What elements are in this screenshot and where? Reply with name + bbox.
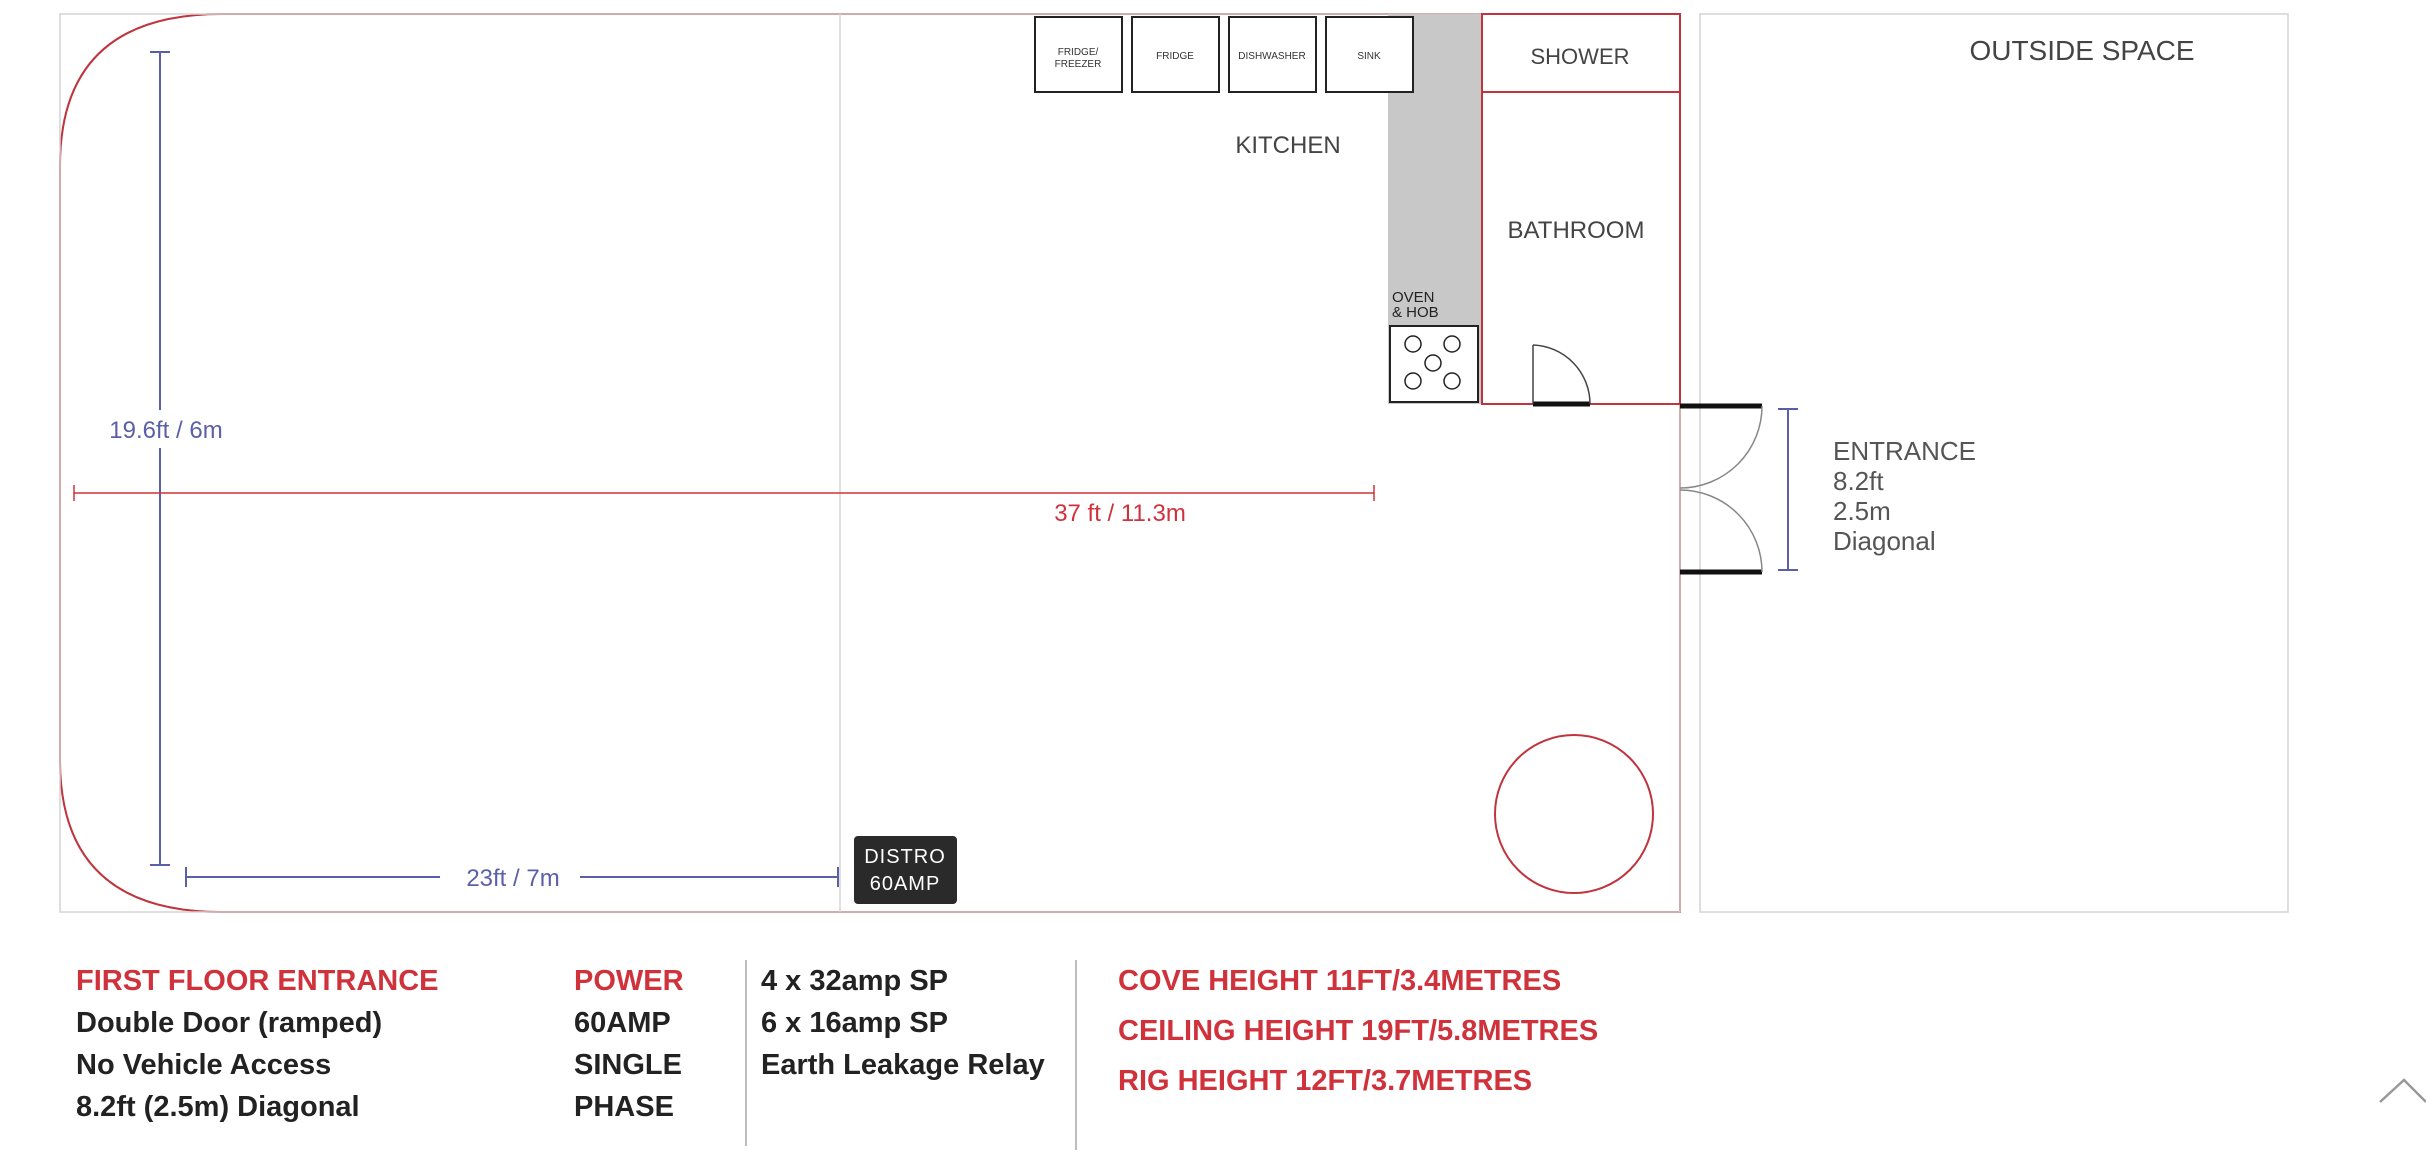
kitchen-label: KITCHEN bbox=[1235, 132, 1341, 159]
first-floor-line: Double Door (ramped) bbox=[76, 1007, 383, 1039]
round-table bbox=[1495, 735, 1653, 893]
rig-height: RIG HEIGHT 12FT/3.7METRES bbox=[1118, 1065, 1533, 1097]
bathroom-block bbox=[1482, 14, 1680, 404]
appliance-label-3: SINK bbox=[1357, 51, 1381, 62]
oven-label-2: & HOB bbox=[1392, 304, 1439, 321]
sockets-info bbox=[761, 960, 1045, 1086]
height-dimension-label: 19.6ft / 6m bbox=[109, 417, 223, 444]
length-dimension-line bbox=[74, 485, 1374, 501]
power-line: PHASE bbox=[574, 1091, 674, 1123]
first-floor-heading: FIRST FLOOR ENTRANCE bbox=[76, 965, 439, 997]
power-info bbox=[574, 960, 684, 1128]
width-dimension-label: 23ft / 7m bbox=[466, 865, 560, 892]
oven-label-1: OVEN bbox=[1392, 289, 1435, 306]
bathroom-label: BATHROOM bbox=[1507, 217, 1645, 244]
shower-label: SHOWER bbox=[1530, 44, 1630, 69]
appliance-label-2: DISHWASHER bbox=[1238, 51, 1306, 62]
appliance-label-1: FRIDGE bbox=[1156, 51, 1194, 62]
scroll-up-chevron-icon[interactable] bbox=[2378, 1070, 2426, 1110]
socket-line: 4 x 32amp SP bbox=[761, 965, 948, 997]
power-line: SINGLE bbox=[574, 1049, 682, 1081]
outside-space-label: OUTSIDE SPACE bbox=[1969, 35, 2195, 66]
appliance-label-0b: FREEZER bbox=[1054, 59, 1102, 70]
entrance-label-2: 2.5m bbox=[1833, 496, 1891, 526]
entrance-label-3: Diagonal bbox=[1833, 526, 1936, 556]
entrance-label-0: ENTRANCE bbox=[1833, 436, 1977, 466]
first-floor-line: No Vehicle Access bbox=[76, 1049, 332, 1081]
column-divider bbox=[1075, 960, 1077, 1150]
bathroom-door-swing bbox=[1533, 345, 1590, 404]
entrance-doors bbox=[1680, 406, 1762, 572]
column-divider bbox=[745, 960, 747, 1146]
oven-hob bbox=[1390, 326, 1478, 402]
first-floor-line: 8.2ft (2.5m) Diagonal bbox=[76, 1091, 360, 1123]
distro-label-1: 60AMP bbox=[869, 873, 941, 895]
cove-height: COVE HEIGHT 11FT/3.4METRES bbox=[1118, 965, 1562, 997]
first-floor-info bbox=[76, 960, 439, 1128]
power-line: 60AMP bbox=[574, 1007, 671, 1039]
length-dimension-label: 37 ft / 11.3m bbox=[1054, 500, 1186, 527]
appliance-row bbox=[1035, 17, 1413, 92]
power-heading: POWER bbox=[574, 965, 684, 997]
socket-line: 6 x 16amp SP bbox=[761, 1007, 948, 1039]
socket-line: Earth Leakage Relay bbox=[761, 1049, 1045, 1081]
distro-label-0: DISTRO bbox=[864, 846, 946, 868]
entrance-label-1: 8.2ft bbox=[1833, 466, 1884, 496]
entrance-dimension bbox=[1778, 409, 1798, 570]
appliance-label-0a: FRIDGE/ bbox=[1057, 47, 1099, 58]
ceiling-height: CEILING HEIGHT 19FT/5.8METRES bbox=[1118, 1015, 1599, 1047]
height-dimension-line bbox=[150, 52, 170, 865]
heights-info bbox=[1118, 960, 1598, 1110]
